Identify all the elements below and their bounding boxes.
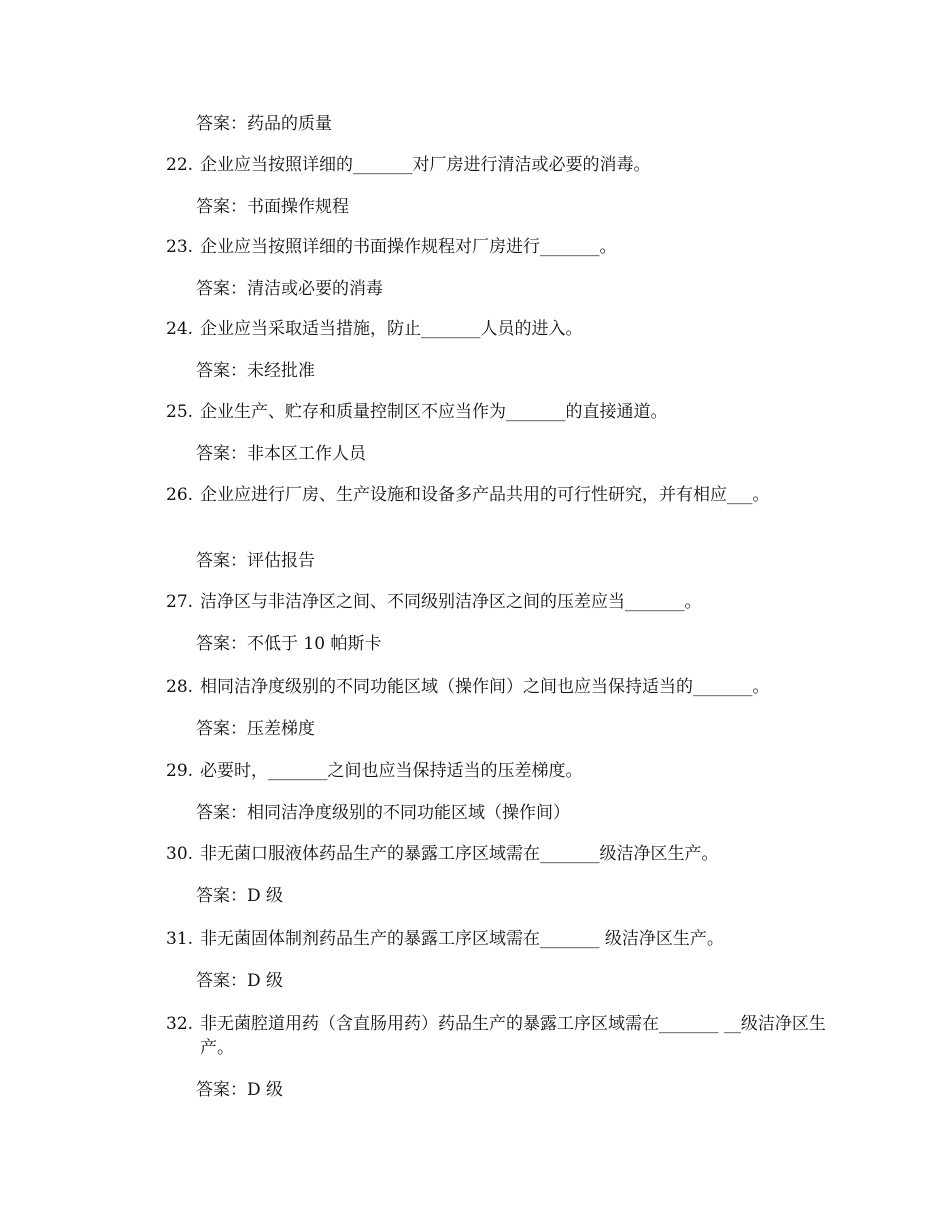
answer-31: 答案：D 级: [196, 971, 284, 991]
question-text: 企业生产、贮存和质量控制区不应当作为_______的直接通道。: [200, 402, 668, 422]
question-number: 32.: [166, 1014, 194, 1034]
question-30: [166, 842, 826, 866]
question-number: 24.: [166, 319, 194, 339]
answer-21: 答案：药品的质量: [196, 114, 332, 134]
question-text: 必要时，_______之间也应当保持适当的压差梯度。: [200, 761, 583, 781]
question-text: 洁净区与非洁净区之间、不同级别洁净区之间的压差应当_______。: [200, 592, 702, 612]
question-text: 非无菌腔道用药（含直肠用药）药品生产的暴露工序区域需在_______ __级洁净区生产。: [200, 1014, 826, 1058]
question-text: 非无菌固体制剂药品生产的暴露工序区域需在_______ 级洁净区生产。: [200, 929, 724, 949]
answer-30: 答案：D 级: [196, 886, 284, 906]
question-number: 22.: [166, 155, 194, 175]
question-29: [166, 759, 826, 783]
answer-29: 答案：相同洁净度级别的不同功能区域（操作间）: [196, 803, 570, 823]
question-32: [166, 1012, 826, 1060]
question-25: [166, 400, 826, 424]
answer-32: 答案：D 级: [196, 1080, 284, 1100]
answer-28: 答案：压差梯度: [196, 719, 315, 739]
answer-24: 答案：未经批准: [196, 361, 315, 381]
question-text: 企业应当按照详细的_______对厂房进行清洁或必要的消毒。: [200, 155, 651, 175]
question-text: 相同洁净度级别的不同功能区域（操作间）之间也应当保持适当的_______。: [200, 677, 770, 697]
question-27: [166, 590, 826, 614]
question-text: 非无菌口服液体药品生产的暴露工序区域需在_______级洁净区生产。: [200, 844, 719, 864]
answer-25: 答案：非本区工作人员: [196, 444, 366, 464]
answer-26: 答案：评估报告: [196, 551, 315, 571]
answer-23: 答案：清洁或必要的消毒: [196, 279, 383, 299]
question-24: [166, 317, 826, 341]
question-text: 企业应进行厂房、生产设施和设备多产品共用的可行性研究，并有相应___。: [200, 485, 770, 505]
question-number: 29.: [166, 761, 194, 781]
question-number: 26.: [166, 485, 194, 505]
question-26: [166, 483, 826, 507]
answer-22: 答案：书面操作规程: [196, 197, 349, 217]
question-number: 27.: [166, 592, 194, 612]
question-31: [166, 927, 826, 951]
question-number: 30.: [166, 844, 194, 864]
question-number: 28.: [166, 677, 194, 697]
question-number: 25.: [166, 402, 194, 422]
question-text: 企业应当按照详细的书面操作规程对厂房进行_______。: [200, 237, 617, 257]
question-22: [166, 153, 826, 177]
question-number: 31.: [166, 929, 194, 949]
question-28: [166, 675, 826, 699]
question-text: 企业应当采取适当措施，防止_______人员的进入。: [200, 319, 583, 339]
question-number: 23.: [166, 237, 194, 257]
answer-27: 答案：不低于 10 帕斯卡: [196, 634, 382, 654]
question-23: [166, 235, 826, 259]
